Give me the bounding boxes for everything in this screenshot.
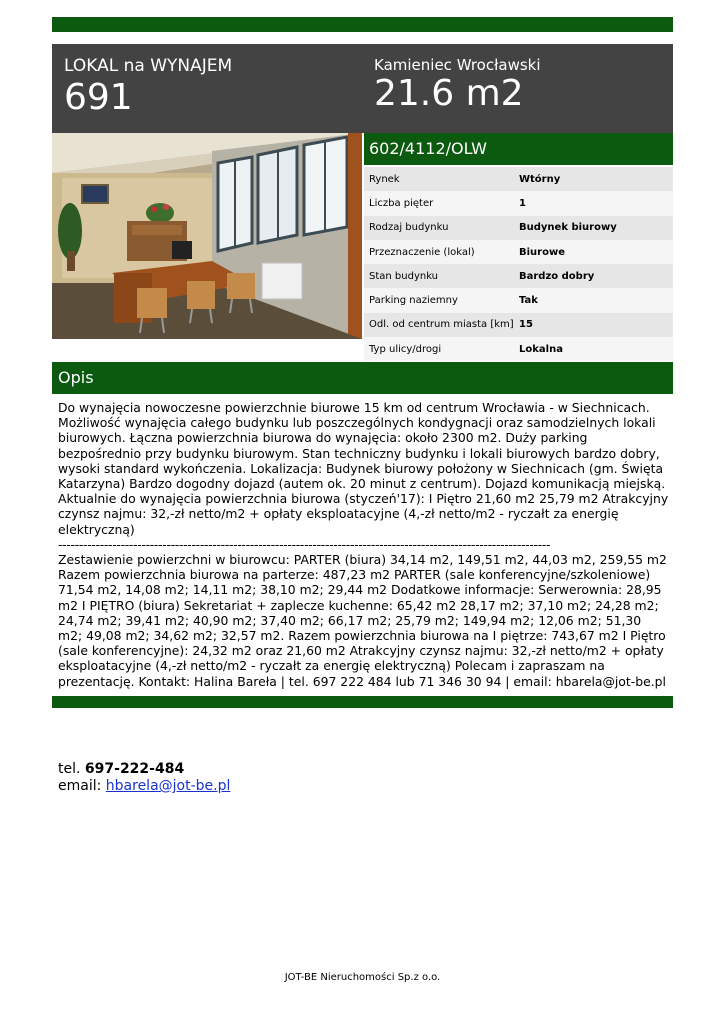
contact-block	[58, 761, 230, 795]
listing-city: Kamieniec Wrocławski	[374, 56, 541, 74]
bottom-accent-bar	[52, 696, 673, 708]
listing-type: LOKAL na WYNAJEM	[64, 56, 233, 76]
param-label: Rodzaj budynku	[369, 222, 449, 234]
property-photo	[52, 133, 362, 339]
description-paragraph: Do wynajęcia nowoczesne powierzchnie biurowe 15 km od centrum Wrocławia - w Siechnicach. Możliwość wynajęcia całego budynku lub poszczególnych kondygnacji oraz samodzielnych lokali biurowych. Łączna powierzchnia biurowa do wynajęcia: około 2300 m2. Duży parking bezpośrednio przy budynku biurowym. Stan techniczny budynku i lokali biurowych bardzo dobry, wysoki standard wykończenia. Lokalizacja: Budynek biurowy położony w Siechnicach (gm. Święta Katarzyna) Bardzo dogodny dojazd (autem ok. 20 minut z centrum). Dojazd komunikacją miejską. Aktualnie do wynajęcia powierzchnia biurowa (styczeń'17): I Piętro 21,60 m2 25,79 m2 Atrakcyjny czynsz najmu: 32,-zł netto/m2 + opłaty eksploatacyjne (4,-zł netto/m2 - ryczałt za energię elektryczną)	[58, 400, 669, 537]
param-row	[364, 313, 673, 337]
param-row	[364, 337, 673, 361]
header-right	[374, 56, 541, 114]
contact-email-line	[58, 778, 230, 795]
footer-company: JOT-BE Nieruchomości Sp.z o.o.	[284, 972, 441, 983]
param-row	[364, 167, 673, 191]
contact-phone-line	[58, 761, 230, 778]
param-row	[364, 216, 673, 240]
header-left	[64, 56, 232, 118]
param-label: Liczba pięter	[369, 197, 434, 209]
param-row	[364, 264, 673, 288]
phone-number: 697-222-484	[84, 761, 185, 777]
description-paragraph: Zestawienie powierzchni w biurowcu: PARTER (biura) 34,14 m2, 149,51 m2, 44,03 m2, 259,55 m2 Razem powierzchnia biurowa na parterze: 487,23 m2 PARTER (sale konferencyjne/szkoleniowe) 71,54 m2, 14,08 m2; 14,11 m2; 38,10 m2; 29,44 m2 Dodatkowe informacje: Serwerownia: 28,95 m2 I PIĘTRO (biura) Sekretariat + zaplecze kuchenne: 65,42 m2 28,17 m2; 37,10 m2; 24,28 m2; 24,74 m2; 39,41 m2; 40,90 m2; 37,40 m2; 66,17 m2; 25,79 m2; 149,94 m2; 12,06 m2; 51,30 m2; 49,08 m2; 34,62 m2; 32,57 m2. Razem powierzchnia biurowa na I piętrze: 743,67 m2 I Piętro (sale konferencyjne): 24,32 m2 oraz 21,60 m2 Atrakcyjny czynsz najmu: 32,-zł netto/m2 + opłaty eksploatacyjne (4,-zł netto/m2 - ryczałt za energię elektryczną) Polecam i zapraszam na prezentację. Kontakt: Halina Bareła | tel. 697 222 484 lub 71 346 30 94 | email: hbarela@jot-be.pl	[58, 552, 667, 689]
listing-header	[52, 44, 673, 133]
param-label: Przeznaczenie (lokal)	[369, 246, 475, 258]
email-label: email:	[58, 778, 102, 794]
param-label: Odl. od centrum miasta [km]	[369, 319, 514, 331]
phone-label: tel.	[58, 761, 81, 777]
param-value: Lokalna	[519, 343, 563, 355]
office-interior-photo	[52, 133, 362, 339]
listing-id: 691	[64, 77, 133, 118]
param-row	[364, 191, 673, 215]
param-value: Bardzo dobry	[519, 270, 595, 282]
param-label: Rynek	[369, 173, 400, 185]
email-link[interactable]: hbarela@jot-be.pl	[105, 778, 231, 794]
param-value: Tak	[519, 295, 538, 307]
param-label: Stan budynku	[369, 270, 439, 282]
description-separator: ----------------------------------------------------------------------------------------------------------------------	[58, 536, 551, 552]
description-body	[58, 400, 669, 689]
param-value: 1	[519, 197, 526, 209]
listing-area: 21.6 m2	[374, 73, 524, 114]
params-table	[364, 167, 673, 361]
param-value: Budynek biurowy	[519, 222, 617, 234]
param-label: Typ ulicy/drogi	[369, 343, 442, 355]
top-accent-bar	[52, 17, 673, 32]
param-value: Biurowe	[519, 246, 565, 258]
reference-number: 602/4112/OLW	[364, 133, 673, 165]
param-label: Parking naziemny	[369, 295, 458, 307]
description-heading: Opis	[52, 362, 673, 394]
param-value: 15	[519, 319, 533, 331]
param-value: Wtórny	[519, 173, 561, 185]
param-row	[364, 288, 673, 312]
param-row	[364, 240, 673, 264]
